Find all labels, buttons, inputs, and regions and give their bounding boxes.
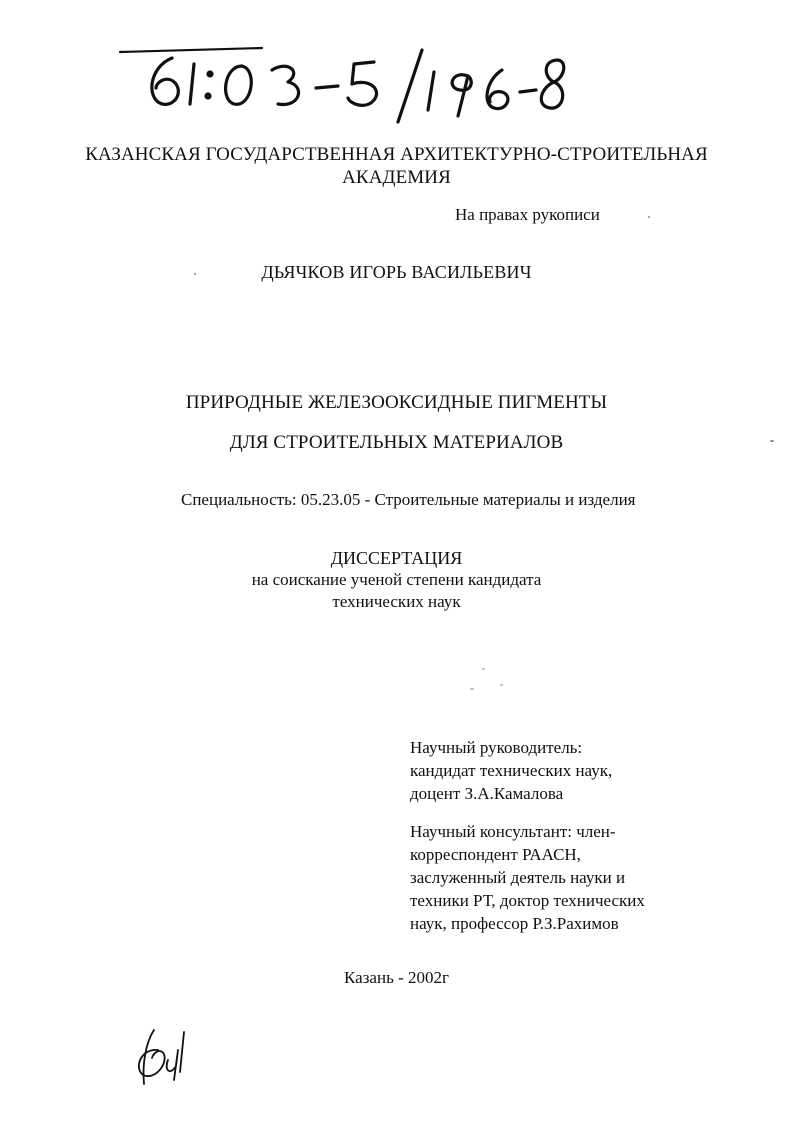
signature-drawing	[128, 1020, 198, 1100]
supervisor-line-3: доцент З.А.Камалова	[410, 784, 564, 803]
supervisor-block	[410, 736, 700, 805]
author-name: ДЬЯЧКОВ ИГОРЬ ВАСИЛЬЕВИЧ	[261, 262, 532, 282]
handwritten-code-drawing	[112, 30, 572, 130]
title-line-2: ДЛЯ СТРОИТЕЛЬНЫХ МАТЕРИАЛОВ	[229, 432, 564, 453]
rights-note: На правах рукописи	[455, 205, 600, 224]
scan-speck	[194, 273, 196, 275]
organization-line-1: КАЗАНСКАЯ ГОСУДАРСТВЕННАЯ АРХИТЕКТУРНО-СТРОИТЕЛЬНАЯ	[85, 144, 708, 165]
consultant-line-2: корреспондент РААСН,	[410, 845, 581, 864]
degree-line-1: на соискание ученой степени кандидата	[251, 570, 542, 589]
title-line-1: ПРИРОДНЫЕ ЖЕЛЕЗООКСИДНЫЕ ПИГМЕНТЫ	[185, 392, 608, 413]
scan-speck	[500, 684, 503, 686]
scan-speck	[770, 440, 774, 442]
consultant-block	[410, 820, 700, 935]
consultant-line-5: наук, профессор Р.З.Рахимов	[410, 914, 619, 933]
supervisor-line-2: кандидат технических наук,	[410, 761, 613, 780]
scan-speck	[470, 688, 474, 690]
specialty: Специальность: 05.23.05 - Строительные материалы и изделия	[181, 490, 636, 509]
work-type: ДИССЕРТАЦИЯ	[330, 548, 463, 568]
consultant-line-4: техники РТ, доктор технических	[410, 891, 645, 910]
handwritten-archive-code	[112, 30, 572, 130]
scan-speck	[482, 668, 485, 670]
scan-speck	[648, 216, 650, 218]
consultant-line-3: заслуженный деятель науки и	[410, 868, 626, 887]
consultant-line-1: Научный консультант: член-	[410, 822, 616, 841]
supervisor-line-1: Научный руководитель:	[410, 738, 583, 757]
degree-line-2: технических наук	[332, 592, 461, 611]
organization-line-2: АКАДЕМИЯ	[342, 167, 451, 188]
city-year: Казань - 2002г	[344, 968, 449, 987]
signature	[128, 1020, 198, 1105]
